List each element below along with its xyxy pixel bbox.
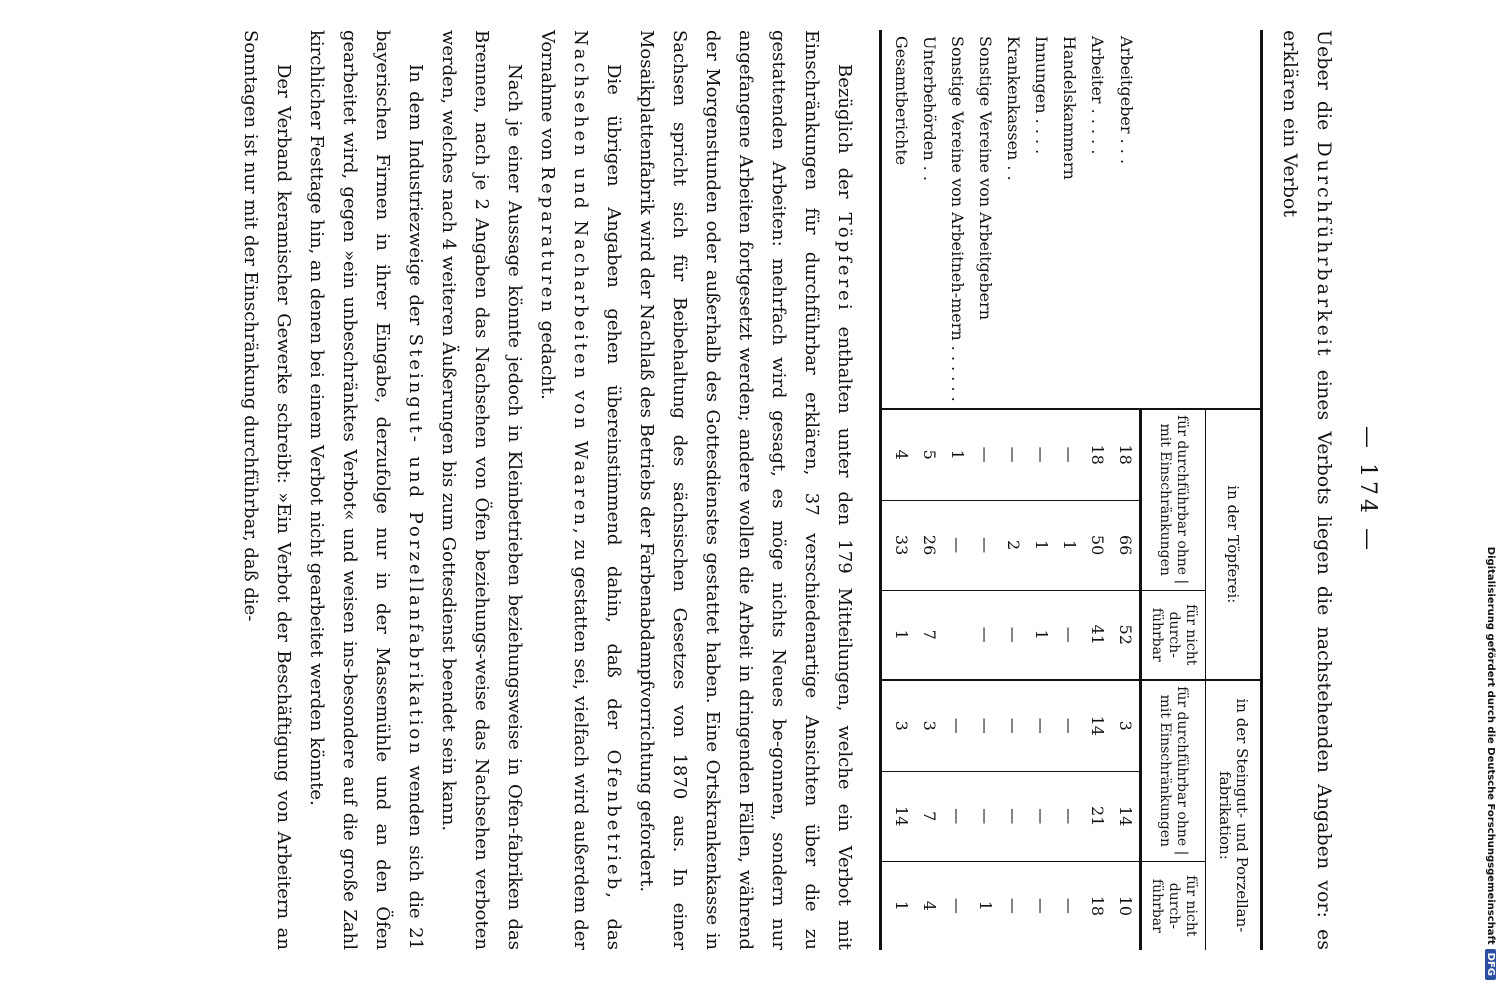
dfg-logo: DFG [1485,949,1496,980]
scanned-page [0,30,1388,950]
table-cell: 3 [881,680,916,771]
table-body [881,30,1141,950]
group-header-toepferei: in der Töpferei: [1206,409,1262,680]
table-cell: 18 [1083,409,1111,500]
table-cell: 52 [1111,590,1141,680]
intro-before: Ueber die [1313,30,1335,142]
text-segment: wenden sich die 21 bayerischen Firmen in ihrer Eingabe, derzufolge nur in der Massemühle und an den Öfen gearbeitet wird, gegen »ein unbeschränktes Verbot« und weisen ins-besondere auf die große Zahl kirchlicher Festtage hin, an denen bei einem Verbot nicht gearbeitet werden könnte. [306,30,426,950]
text-segment: gedacht. [537,314,558,400]
table-cell [943,590,971,680]
table-cell: — [1027,680,1055,771]
table-cell: 18 [1083,861,1111,950]
table-cell: 1 [971,861,999,950]
row-label: Sonstige Vereine von Arbeitgebern [976,36,995,320]
table-cell: — [1027,771,1055,861]
digitization-credit [1478,20,1496,980]
intro-emphasis: Durchführbarkeit [1313,141,1335,359]
table-cell: — [971,771,999,861]
page-number: — 174 — [1355,426,1380,554]
group-header-steingut: in der Steingut- und Porzellan-fabrikation: [1206,680,1262,950]
table-cell: 14 [881,771,916,861]
row-label: Unterbehörden . . [920,36,939,181]
intro-text [1273,30,1341,950]
table-cell: 50 [1083,500,1111,590]
table-row [1111,30,1141,950]
text-segment: In dem Industriezweige der [405,64,426,334]
table-cell: 2 [999,500,1027,590]
table-row [1083,30,1111,950]
emphasized-term: Nachsehen und Nacharbeiten von Waaren [570,30,591,528]
table-cell: 7 [915,771,943,861]
table-cell: 1 [943,409,971,500]
row-header-cell [1141,30,1262,409]
row-label: Krankenkassen . . [1004,36,1023,181]
row-label: Innungen . . . . [1032,36,1051,155]
table-cell: 1 [881,861,916,950]
table-cell: 1 [881,590,916,680]
table-row [881,30,916,950]
table-row [915,30,943,950]
body-paragraph [432,30,531,950]
text-segment: , zu gestatten sei, vielfach wird außerdem der Vornahme von [537,30,591,950]
col-header-durchfuehrbar-1: für durchführbar ohne | mit Einschränkungen [1141,409,1206,590]
emphasized-term: Töpferei [834,212,855,313]
body-paragraph [234,30,300,950]
table-cell: 4 [915,861,943,950]
table-cell: 41 [1083,590,1111,680]
text-segment: Die übrigen Angaben gehen übereinstimmend dahin, daß der [603,64,624,750]
row-label: Sonstige Vereine von Arbeitneh-mern . . . . . . [948,36,967,402]
table-row [971,30,999,950]
table-row [1055,30,1083,950]
table-cell: — [999,409,1027,500]
table-cell: — [971,500,999,590]
emphasized-term: Ofenbetrieb [603,749,624,893]
table-cell: 26 [915,500,943,590]
row-label: Arbeiter . . . . . [1088,36,1107,155]
emphasized-term: Steingut- und Porzellanfabrikation [405,333,426,757]
table-cell: — [943,861,971,950]
table-cell: — [971,680,999,771]
table-cell: — [1055,771,1083,861]
table-cell: — [999,771,1027,861]
table-cell: — [943,771,971,861]
table-cell: 14 [1083,680,1111,771]
body-paragraph [531,30,630,950]
table-row [1027,30,1055,950]
table-cell: — [1055,680,1083,771]
table-cell: 1 [1055,500,1083,590]
table-cell: — [971,590,999,680]
table-cell: 1 [1027,500,1055,590]
table-cell: — [943,500,971,590]
table-cell: 14 [1111,771,1141,861]
row-label: Arbeitgeber . . . [1116,36,1136,165]
intro-after: eines Verbots liegen die nachstehenden Angaben vor: es erklären ein Verbot [1279,30,1335,950]
text-segment: enthalten unter den 179 Mitteilungen, welche ein Verbot mit Einschränkungen für durchführbar erklären, 37 verschiedenartige Ansichten über die zu gestattenden Arbeiten: mehrfach wird gesagt, es möge nichts Neues be-gonnen, sondern nur angefangene Arbeiten fortgesetzt werden; andere wollen die Arbeit in dringenden Fällen, während der Morgenstunden oder außerhalb des Gottesdienstes gestattet haben. Eine Ortskrankenkasse in Sachsen spricht sich für Beibehaltung des sächsischen Gesetzes von 1870 aus. In einer Mosaikplattenfabrik wird der Nachlaß des Betriebs der Farbenabdampfvorrichtung gefordert. [636,30,855,950]
table-cell: 66 [1111,500,1141,590]
col-header-nicht-1: für nicht durch-führbar [1141,590,1206,680]
text-segment: Bezüglich der [834,64,855,213]
row-label: Handelskammern [1060,36,1079,180]
table-cell: — [971,409,999,500]
table-cell: 21 [1083,771,1111,861]
statistics-table [879,30,1263,950]
table-cell: — [999,861,1027,950]
table-cell: 3 [915,680,943,771]
table-row [999,30,1027,950]
body-text [234,30,861,950]
table-cell: — [1027,409,1055,500]
table-cell: 7 [915,590,943,680]
table-cell: — [1055,409,1083,500]
table-cell: — [1027,861,1055,950]
table-cell: — [943,680,971,771]
table-cell: — [999,680,1027,771]
credit-text: Digitalisierung gefördert durch die Deutsche Forschungsgemeinschaft [1485,546,1496,945]
text-segment: Nach je einer Aussage könnte jedoch in Kleinbetrieben beziehungsweise in Ofen-fabriken das Brennen, nach je 2 Angaben das Nachsehen von Öfen beziehungs-weise das Nachsehen verboten werden, welches nach 4 weiteren Äußerungen bis zum Gottesdienst beendet sein kann. [438,30,525,950]
col-header-durchfuehrbar-2: für durchführbar ohne | mit Einschränkungen [1141,680,1206,861]
row-label: Gesamtberichte [881,30,916,409]
table-cell: 3 [1111,680,1141,771]
table-cell: 10 [1111,861,1141,950]
text-segment: Der Verband keramischer Gewerke schreibt: »Ein Verbot der Beschäftigung von Arbeitern an Sonntagen ist nur mit der Einschränkung durchführbar, daß die- [240,30,294,950]
table-cell: — [999,590,1027,680]
table-cell: 1 [1027,590,1055,680]
body-paragraph [300,30,432,950]
body-paragraph [630,30,861,950]
table-cell: 4 [881,409,916,500]
table-cell: — [1055,590,1083,680]
text-segment: , das [603,892,624,951]
table-row [943,30,971,950]
col-header-nicht-2: für nicht durch-führbar [1141,861,1206,950]
table-cell: 5 [915,409,943,500]
table-cell: — [1055,861,1083,950]
table-cell: 33 [881,500,916,590]
emphasized-term: Reparaturen [537,166,558,315]
table-cell: 18 [1111,409,1141,500]
